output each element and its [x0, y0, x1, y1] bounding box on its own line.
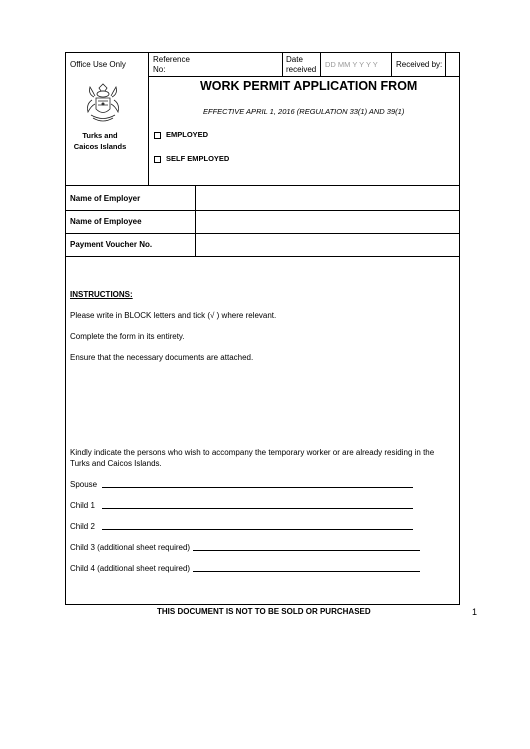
logo-caption: Turks and Caicos Islands [73, 131, 127, 151]
border-right [459, 52, 460, 605]
header-row-line [148, 76, 460, 77]
child2-label: Child 2 [70, 522, 95, 531]
employee-label: Name of Employee [70, 217, 142, 226]
child4-field[interactable] [193, 571, 420, 572]
coat-of-arms-icon [82, 82, 124, 126]
persons-intro-1: Kindly indicate the persons who wish to accompany the temporary worker or are already residing in the [70, 448, 435, 457]
self-employed-label: SELF EMPLOYED [166, 154, 230, 163]
received-by-label: Received by: [396, 60, 443, 69]
date-field[interactable]: DD MM Y Y Y Y [325, 60, 378, 69]
instruction-line-1: Please write in BLOCK letters and tick (√ ) where relevant. [70, 311, 277, 320]
border-left [65, 52, 66, 605]
self-employed-option[interactable] [154, 154, 229, 164]
form-title: WORK PERMIT APPLICATION FROM [200, 79, 418, 93]
employer-label: Name of Employer [70, 194, 141, 203]
header-divider-2 [282, 52, 283, 76]
header-divider-4 [391, 52, 392, 76]
date-received-label: Date received [286, 55, 317, 74]
child2-field[interactable] [102, 529, 413, 530]
spouse-label: Spouse [70, 480, 98, 489]
employed-checkbox[interactable] [154, 132, 161, 139]
header-divider-1 [148, 52, 149, 185]
child4-label: Child 4 (additional sheet required) [70, 564, 191, 573]
reference-no-field[interactable] [198, 53, 281, 75]
self-employed-checkbox[interactable] [154, 156, 161, 163]
child3-label: Child 3 (additional sheet required) [70, 543, 191, 552]
persons-intro-2: Turks and Caicos Islands. [70, 459, 162, 468]
child1-field[interactable] [102, 508, 413, 509]
footer-notice: THIS DOCUMENT IS NOT TO BE SOLD OR PURCHASED [157, 607, 371, 616]
instruction-line-3: Ensure that the necessary documents are attached. [70, 353, 254, 362]
employed-label: EMPLOYED [166, 130, 209, 139]
child1-label: Child 1 [70, 501, 95, 510]
instruction-line-2: Complete the form in its entirety. [70, 332, 185, 341]
employee-input[interactable] [196, 211, 459, 233]
office-use-only-label: Office Use Only [70, 60, 126, 69]
received-by-field[interactable] [446, 53, 459, 75]
voucher-input[interactable] [196, 234, 459, 256]
reference-no-label: Reference No: [153, 55, 190, 74]
instructions-heading: INSTRUCTIONS: [70, 290, 133, 299]
employed-option[interactable] [154, 130, 208, 140]
employer-input[interactable] [196, 186, 459, 210]
header-divider-3 [320, 52, 321, 76]
border-bottom [65, 604, 460, 605]
voucher-label: Payment Voucher No. [70, 240, 153, 249]
form-subtitle: EFFECTIVE APRIL 1, 2016 (REGULATION 33(1) AND 39(1) [203, 107, 405, 116]
fields-bottom-line [65, 256, 460, 257]
page-number: 1 [472, 607, 478, 617]
spouse-field[interactable] [102, 487, 413, 488]
child3-field[interactable] [193, 550, 420, 551]
